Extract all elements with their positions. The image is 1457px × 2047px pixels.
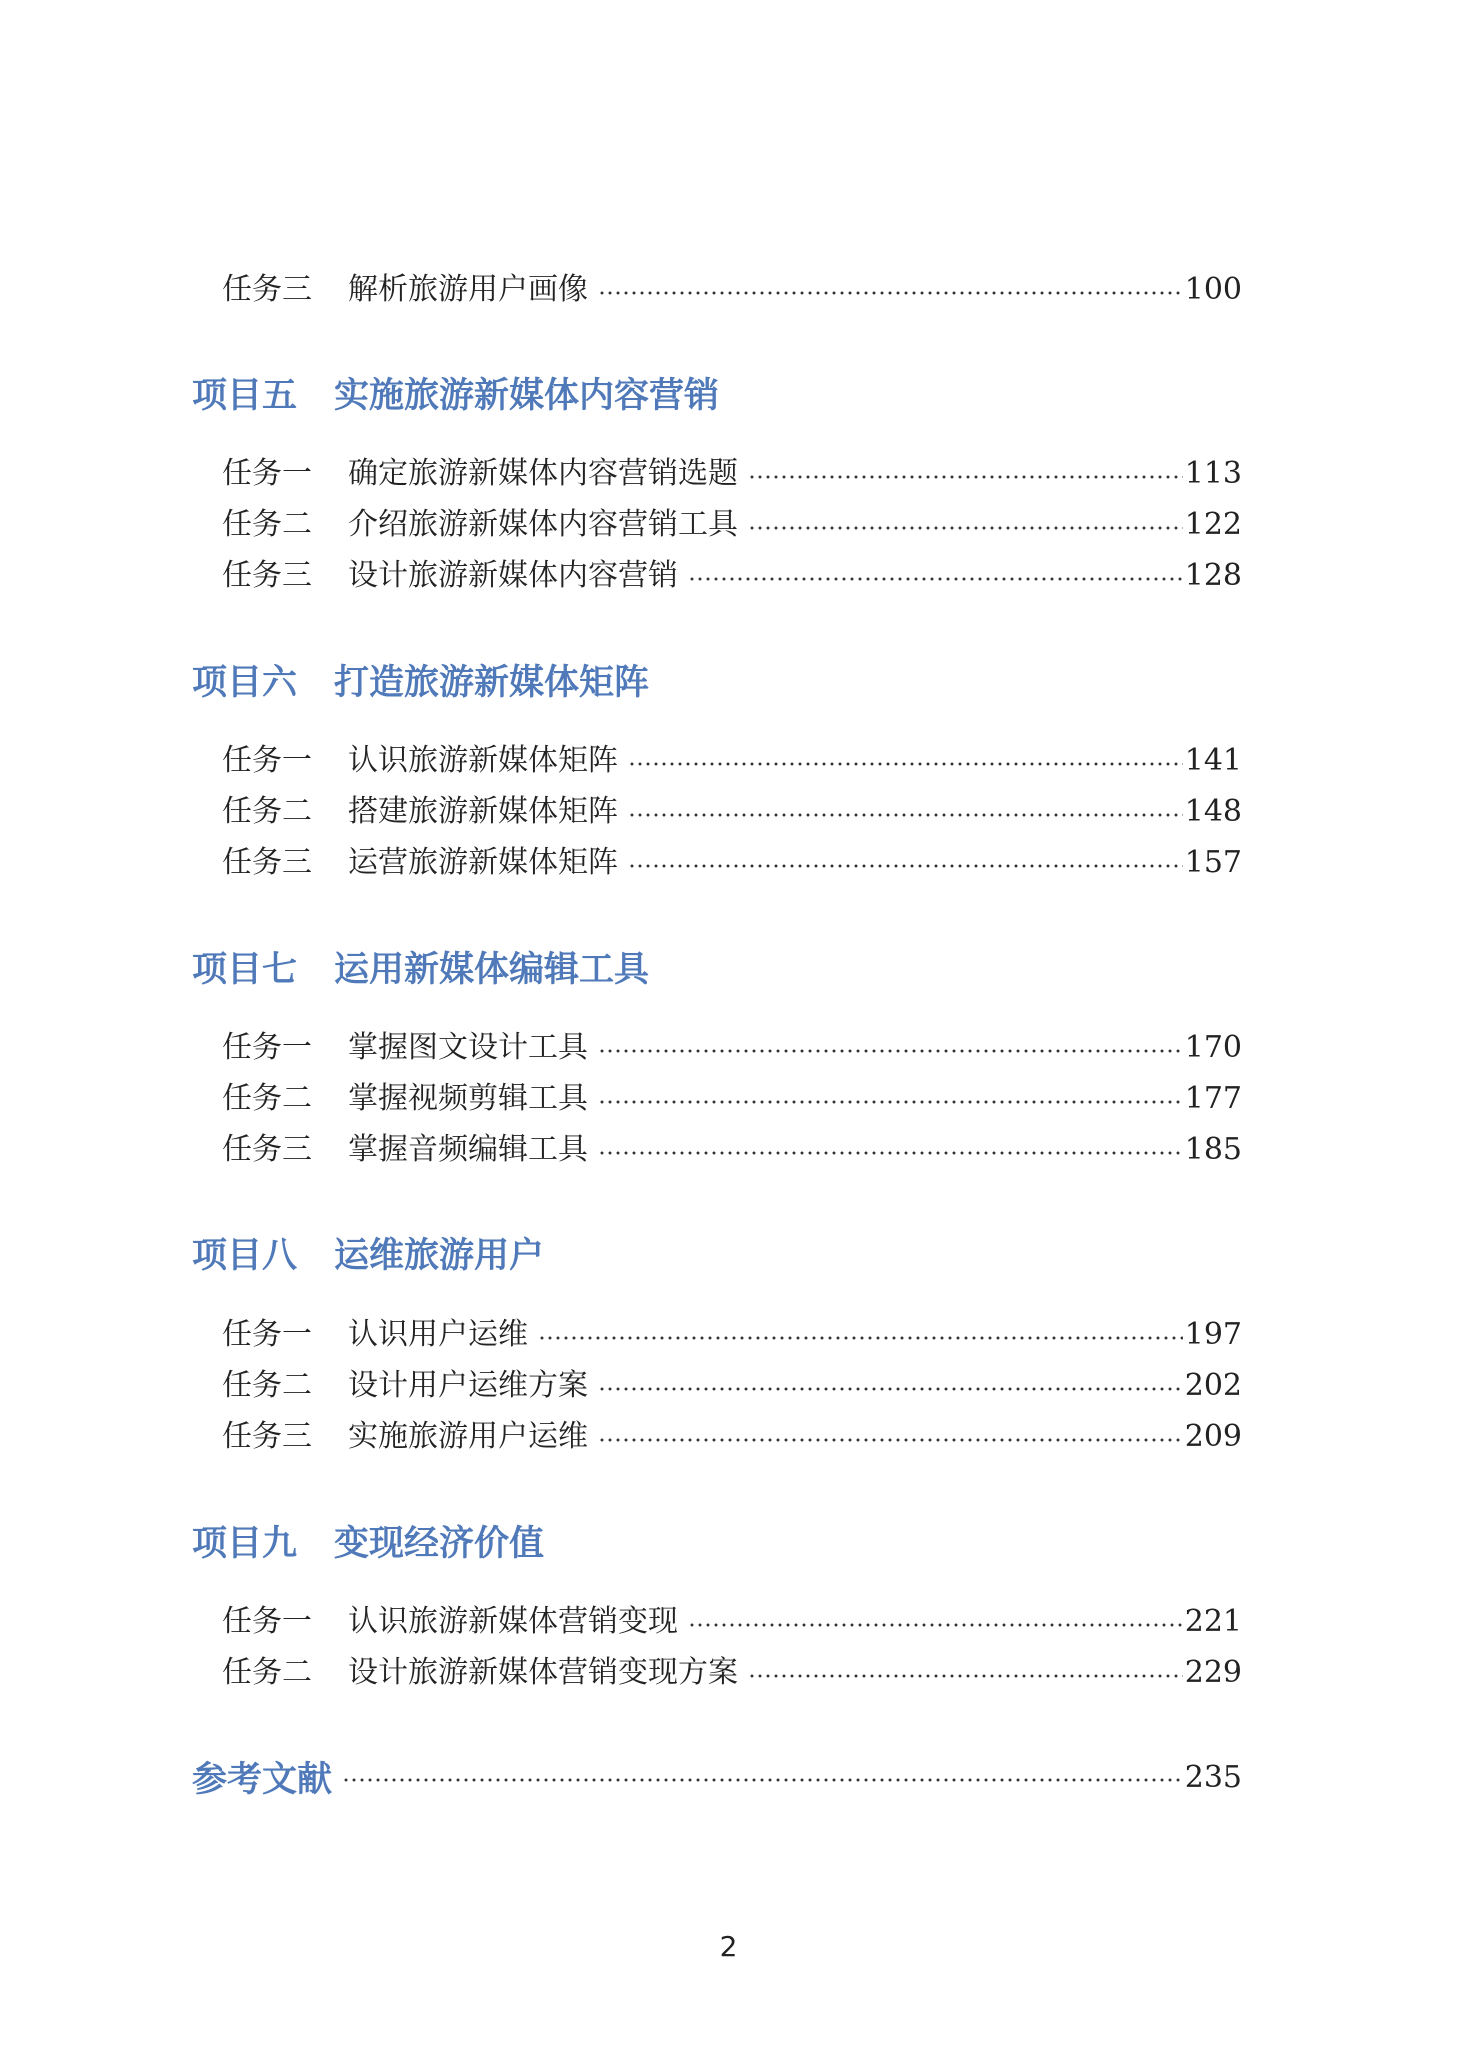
page-reference: 113 <box>1184 456 1242 491</box>
project-number: 项目七 <box>192 949 298 990</box>
project-title: 变现经济价值 <box>334 1523 545 1564</box>
page-reference: 141 <box>1184 743 1242 778</box>
task-title: 介绍旅游新媒体内容营销工具 <box>348 507 738 542</box>
toc-task-row[interactable] <box>222 1415 1242 1459</box>
project-title: 打造旅游新媒体矩阵 <box>334 662 650 703</box>
dot-leader <box>598 1049 1183 1053</box>
task-number: 任务二 <box>222 1655 312 1690</box>
dot-leader <box>342 1778 1183 1782</box>
task-number: 任务一 <box>222 1030 312 1065</box>
toc-task-row[interactable] <box>222 739 1242 783</box>
toc-task-row[interactable] <box>222 1128 1242 1172</box>
dot-leader <box>598 291 1183 295</box>
task-number: 任务三 <box>222 272 312 307</box>
task-number: 任务二 <box>222 507 312 542</box>
task-title: 认识用户运维 <box>348 1317 528 1352</box>
task-number: 任务一 <box>222 1317 312 1352</box>
dot-leader <box>748 526 1183 530</box>
task-title: 确定旅游新媒体内容营销选题 <box>348 456 738 491</box>
task-title: 解析旅游用户画像 <box>348 272 588 307</box>
page-reference: 122 <box>1184 507 1242 542</box>
toc-project-heading[interactable] <box>192 655 649 705</box>
toc-task-row[interactable] <box>222 452 1242 496</box>
page-reference: 100 <box>1184 272 1242 307</box>
page-reference: 202 <box>1184 1368 1242 1403</box>
task-number: 任务三 <box>222 1419 312 1454</box>
task-title: 运营旅游新媒体矩阵 <box>348 845 618 880</box>
toc-task-row[interactable] <box>222 1364 1242 1408</box>
task-title: 设计旅游新媒体营销变现方案 <box>348 1655 738 1690</box>
task-title: 设计旅游新媒体内容营销 <box>348 558 678 593</box>
task-title: 掌握音频编辑工具 <box>348 1132 588 1167</box>
toc-task-row[interactable] <box>222 1077 1242 1121</box>
page-reference: 229 <box>1184 1655 1242 1690</box>
toc-project-heading[interactable] <box>192 1516 544 1566</box>
dot-leader <box>628 762 1183 766</box>
task-number: 任务二 <box>222 1368 312 1403</box>
toc-task-row[interactable] <box>222 554 1242 598</box>
toc-task-row[interactable] <box>222 1651 1242 1695</box>
dot-leader <box>538 1336 1183 1340</box>
toc-project-heading[interactable] <box>192 942 649 992</box>
toc-task-row[interactable] <box>222 1026 1242 1070</box>
dot-leader <box>598 1438 1183 1442</box>
toc-task-row[interactable] <box>222 268 1242 312</box>
task-number: 任务一 <box>222 1604 312 1639</box>
task-number: 任务三 <box>222 845 312 880</box>
page-reference: 221 <box>1184 1604 1242 1639</box>
task-number: 任务二 <box>222 794 312 829</box>
task-number: 任务三 <box>222 558 312 593</box>
dot-leader <box>598 1387 1183 1391</box>
toc-task-row[interactable] <box>222 1313 1242 1357</box>
toc-task-row[interactable] <box>222 503 1242 547</box>
task-title: 掌握视频剪辑工具 <box>348 1081 588 1116</box>
project-title: 运维旅游用户 <box>334 1235 545 1276</box>
task-title: 实施旅游用户运维 <box>348 1419 588 1454</box>
task-title: 认识旅游新媒体矩阵 <box>348 743 618 778</box>
toc-task-row[interactable] <box>222 841 1242 885</box>
toc-task-row[interactable] <box>222 1600 1242 1644</box>
project-number: 项目八 <box>192 1235 298 1276</box>
task-number: 任务二 <box>222 1081 312 1116</box>
page-reference: 209 <box>1184 1419 1242 1454</box>
page-reference: 197 <box>1184 1317 1242 1352</box>
task-title: 搭建旅游新媒体矩阵 <box>348 794 618 829</box>
task-number: 任务一 <box>222 743 312 778</box>
dot-leader <box>688 1623 1183 1627</box>
page-reference: 157 <box>1184 845 1242 880</box>
page-reference: 148 <box>1184 794 1242 829</box>
toc-project-heading[interactable] <box>192 1228 544 1278</box>
project-number: 项目六 <box>192 662 298 703</box>
page-reference: 170 <box>1184 1030 1242 1065</box>
task-number: 任务一 <box>222 456 312 491</box>
page-reference: 185 <box>1184 1132 1242 1167</box>
task-title: 设计用户运维方案 <box>348 1368 588 1403</box>
task-number: 任务三 <box>222 1132 312 1167</box>
dot-leader <box>748 1674 1183 1678</box>
dot-leader <box>598 1151 1183 1155</box>
dot-leader <box>628 864 1183 868</box>
toc-task-row[interactable] <box>222 790 1242 834</box>
dot-leader <box>688 577 1183 581</box>
task-title: 掌握图文设计工具 <box>348 1030 588 1065</box>
project-number: 项目九 <box>192 1523 298 1564</box>
toc-project-heading[interactable] <box>192 368 719 418</box>
project-title: 运用新媒体编辑工具 <box>334 949 650 990</box>
toc-references-row[interactable] <box>192 1752 1242 1802</box>
references-title: 参考文献 <box>192 1759 333 1800</box>
task-title: 认识旅游新媒体营销变现 <box>348 1604 678 1639</box>
page-reference: 128 <box>1184 558 1242 593</box>
project-number: 项目五 <box>192 375 298 416</box>
project-title: 实施旅游新媒体内容营销 <box>334 375 720 416</box>
page-reference: 235 <box>1184 1759 1242 1795</box>
dot-leader <box>628 813 1183 817</box>
page-reference: 177 <box>1184 1081 1242 1116</box>
page-number: 2 <box>719 1930 738 1963</box>
dot-leader <box>598 1100 1183 1104</box>
dot-leader <box>748 475 1183 479</box>
